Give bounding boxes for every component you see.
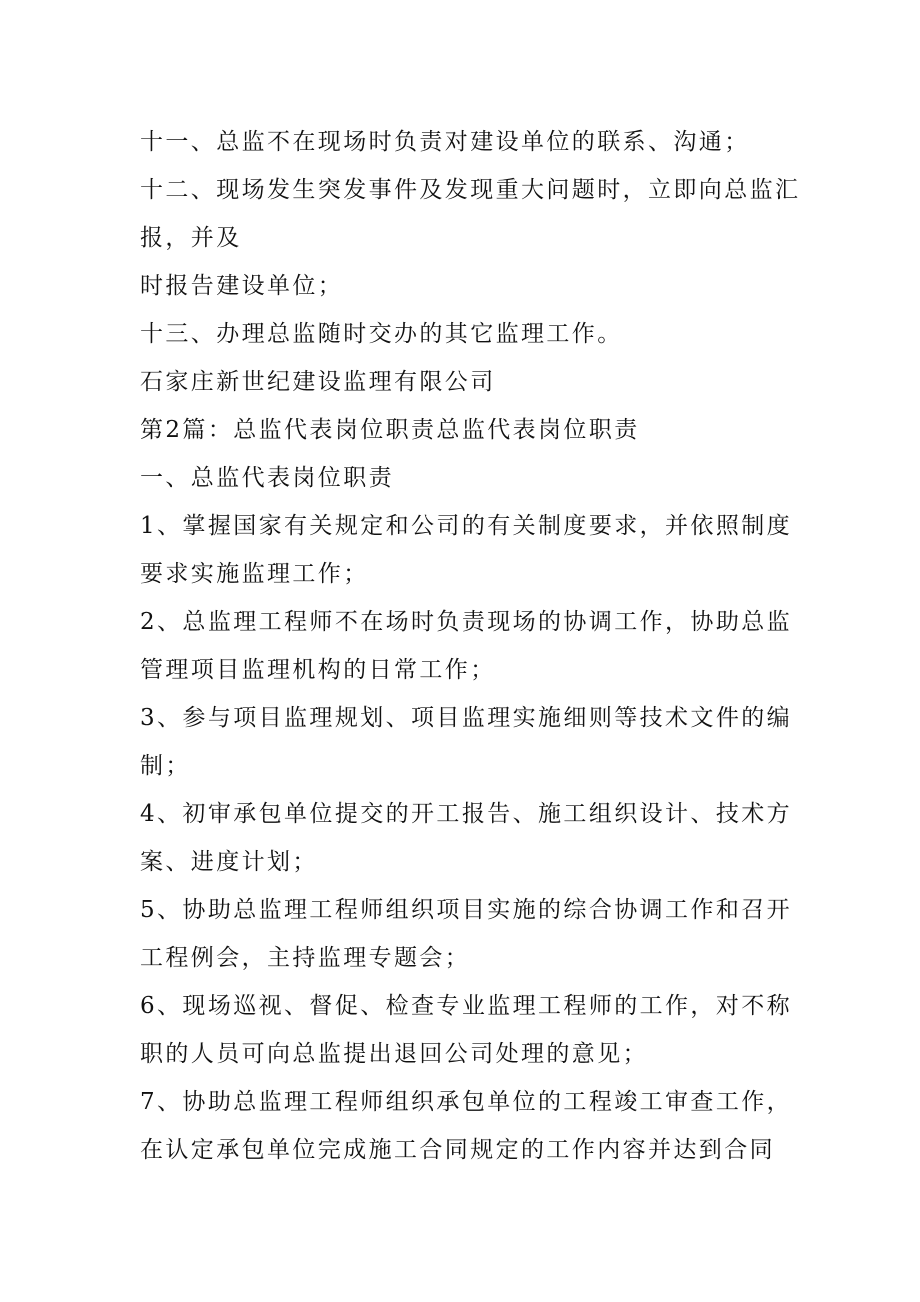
text-line: 十二、现场发生突发事件及发现重大问题时，立即向总监汇 <box>140 177 801 203</box>
text-line: 制； <box>140 753 191 779</box>
text-line: 3、参与项目监理规划、项目监理实施细则等技术文件的编 <box>140 705 793 731</box>
text-line: 案、进度计划； <box>140 849 318 875</box>
text-line: 在认定承包单位完成施工合同规定的工作内容并达到合同 <box>140 1137 775 1163</box>
section-heading: 一、总监代表岗位职责 <box>140 465 394 491</box>
text-line: 6、现场巡视、督促、检查专业监理工程师的工作，对不称 <box>140 993 793 1019</box>
text-line: 时报告建设单位； <box>140 273 344 299</box>
section-title: 第2篇：总监代表岗位职责总监代表岗位职责 <box>140 417 640 443</box>
text-line: 管理项目监理机构的日常工作； <box>140 657 496 683</box>
text-line: 工程例会，主持监理专题会； <box>140 945 471 971</box>
text-line: 职的人员可向总监提出退回公司处理的意见； <box>140 1041 648 1067</box>
text-line: 2、总监理工程师不在场时负责现场的协调工作，协助总监 <box>140 609 793 635</box>
text-line: 5、协助总监理工程师组织项目实施的综合协调工作和召开 <box>140 897 793 923</box>
text-line: 4、初审承包单位提交的开工报告、施工组织设计、技术方 <box>140 801 793 827</box>
text-line: 报，并及 <box>140 225 242 251</box>
text-line: 十一、总监不在现场时负责对建设单位的联系、沟通； <box>140 129 750 155</box>
company-name: 石家庄新世纪建设监理有限公司 <box>140 369 496 395</box>
text-line: 十三、办理总监随时交办的其它监理工作。 <box>140 321 623 347</box>
text-line: 1、掌握国家有关规定和公司的有关制度要求，并依照制度 <box>140 513 793 539</box>
text-line: 要求实施监理工作； <box>140 561 369 587</box>
document-body <box>140 118 801 1174</box>
text-line: 7、协助总监理工程师组织承包单位的工程竣工审查工作， <box>140 1089 793 1115</box>
